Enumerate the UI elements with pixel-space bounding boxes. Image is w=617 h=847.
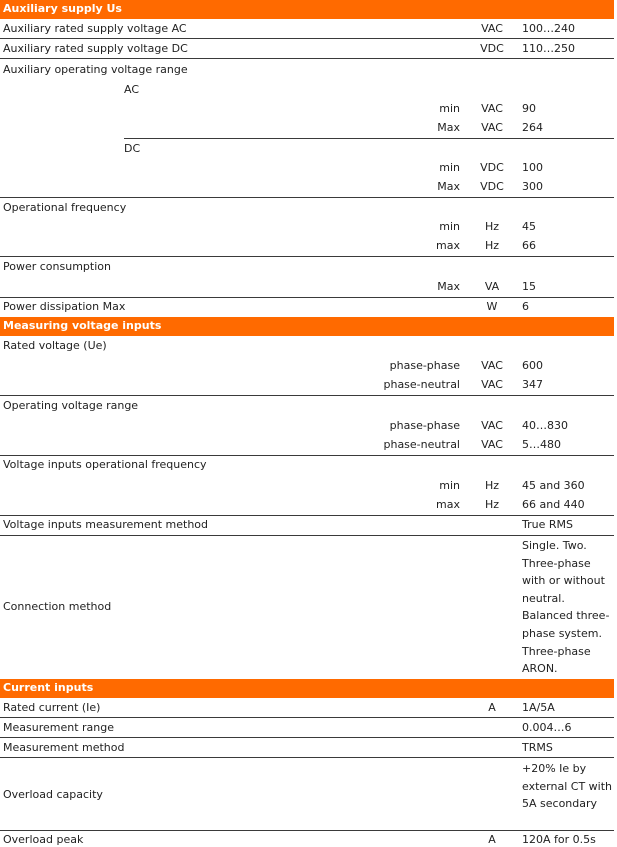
unit: Hz	[484, 498, 500, 511]
label: Voltage inputs operational frequency	[3, 458, 207, 471]
label: Operating voltage range	[3, 399, 139, 412]
sublabel: AC	[124, 83, 140, 96]
unit: A	[488, 833, 496, 846]
section-header-measuring-voltage	[0, 317, 614, 336]
condition: phase-phase	[389, 419, 460, 432]
label: Auxiliary operating voltage range	[3, 63, 188, 76]
condition: max	[436, 239, 460, 252]
divider	[0, 38, 614, 39]
value: 1A/5A	[522, 701, 555, 714]
divider	[0, 395, 614, 396]
unit: VAC	[481, 378, 503, 391]
value: 45	[522, 220, 536, 233]
divider	[0, 830, 614, 831]
label: Overload peak	[3, 833, 84, 846]
unit: VA	[484, 280, 500, 293]
value: 0.004…6	[522, 721, 572, 734]
divider	[0, 535, 614, 536]
unit: VAC	[481, 419, 503, 432]
unit: Hz	[484, 479, 500, 492]
condition: phase-neutral	[383, 378, 460, 391]
label: Operational frequency	[3, 201, 127, 214]
label: Measurement method	[3, 741, 125, 754]
label: Measurement range	[3, 721, 114, 734]
value: 66	[522, 239, 536, 252]
condition: min	[439, 220, 460, 233]
section-header-auxiliary-supply	[0, 0, 614, 19]
label: Overload capacity	[3, 788, 103, 801]
value: 600	[522, 359, 543, 372]
sublabel: DC	[124, 142, 141, 155]
condition: min	[439, 102, 460, 115]
value: 45 and 360	[522, 479, 585, 492]
label: Connection method	[3, 600, 112, 613]
divider	[0, 737, 614, 738]
divider	[124, 138, 614, 139]
unit: VAC	[481, 22, 503, 35]
unit: VAC	[481, 438, 503, 451]
value: 300	[522, 180, 543, 193]
divider	[0, 58, 614, 59]
label: Power consumption	[3, 260, 111, 273]
overload-capacity-value: +20% Ie by external CT with 5A secondary	[522, 762, 612, 811]
divider	[0, 455, 614, 456]
condition: Max	[437, 280, 460, 293]
unit: Hz	[484, 239, 500, 252]
value: 40…830	[522, 419, 568, 432]
value: 5…480	[522, 438, 561, 451]
label: Rated voltage (Ue)	[3, 339, 107, 352]
value: 6	[522, 300, 529, 313]
unit: VAC	[481, 102, 503, 115]
divider	[0, 757, 614, 758]
label: Rated current (Ie)	[3, 701, 101, 714]
value: 110…250	[522, 42, 575, 55]
unit: VDC	[480, 180, 504, 193]
value: 120A for 0.5s	[522, 833, 596, 846]
value: 100…240	[522, 22, 575, 35]
section-header-current-inputs	[0, 679, 614, 698]
section-title: Current inputs	[3, 681, 94, 694]
divider	[0, 515, 614, 516]
value: 66 and 440	[522, 498, 585, 511]
condition: min	[439, 161, 460, 174]
unit: Hz	[484, 220, 500, 233]
unit: W	[486, 300, 498, 313]
label: Auxiliary rated supply voltage AC	[3, 22, 187, 35]
condition: phase-phase	[389, 359, 460, 372]
divider	[0, 256, 614, 257]
condition: Max	[437, 121, 460, 134]
value: 347	[522, 378, 543, 391]
value: 15	[522, 280, 536, 293]
condition: Max	[437, 180, 460, 193]
unit: VDC	[480, 161, 504, 174]
unit: A	[488, 701, 496, 714]
divider	[0, 197, 614, 198]
divider	[0, 297, 614, 298]
value: 100	[522, 161, 543, 174]
section-title: Measuring voltage inputs	[3, 319, 162, 332]
condition: phase-neutral	[383, 438, 460, 451]
unit: VAC	[481, 359, 503, 372]
label: Voltage inputs measurement method	[3, 518, 208, 531]
label: Auxiliary rated supply voltage DC	[3, 42, 188, 55]
value: True RMS	[522, 518, 573, 531]
value: TRMS	[522, 741, 553, 754]
connection-method-value: Single. Two. Three-phase with or without neutral. Balanced three-phase system. Three-phase ARON.	[522, 539, 610, 676]
value: 264	[522, 121, 543, 134]
section-title: Auxiliary supply Us	[3, 2, 122, 15]
condition: max	[436, 498, 460, 511]
condition: min	[439, 479, 460, 492]
label: Power dissipation Max	[3, 300, 126, 313]
unit: VAC	[481, 121, 503, 134]
value: 90	[522, 102, 536, 115]
divider	[0, 717, 614, 718]
unit: VDC	[480, 42, 504, 55]
